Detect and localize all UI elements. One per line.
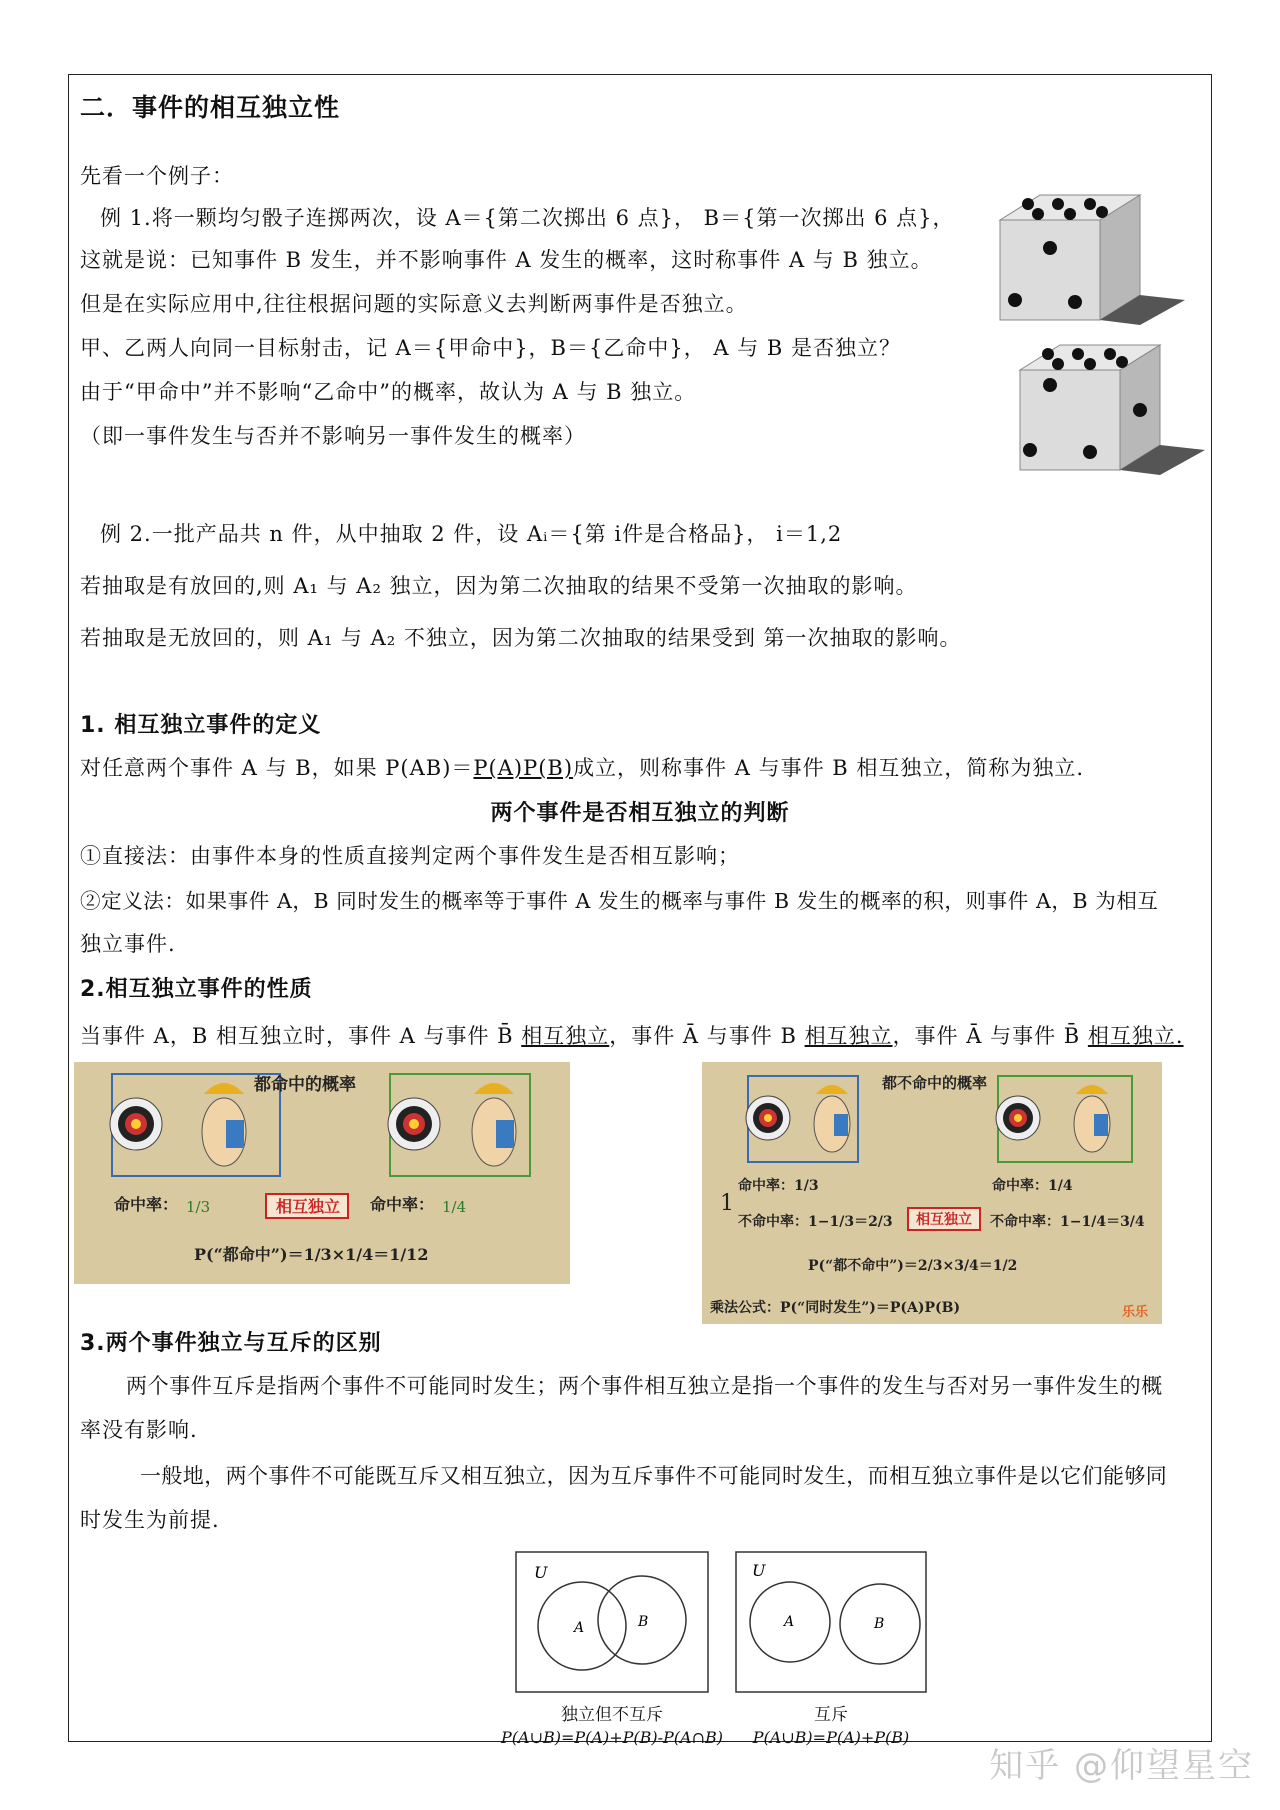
- venn-set-b-label: B: [638, 1614, 649, 1630]
- intro-text: 先看一个例子：: [80, 164, 234, 188]
- hit-rate-label: 命中率：: [370, 1195, 435, 1214]
- judge-title: 两个事件是否相互独立的判断: [490, 801, 790, 826]
- difference-para1-line1: 两个事件互斥是指两个事件不可能同时发生；两个事件相互独立是指一个事件的发生与否对另一事件发生的概: [126, 1374, 1163, 1398]
- hit-rate-label: 命中率：: [114, 1195, 179, 1214]
- venn-right-formula: P(A∪B)=P(A)+P(B): [752, 1728, 910, 1747]
- corner-logo: 乐乐: [1122, 1305, 1149, 1320]
- difference-para2-line1: 一般地，两个事件不可能既互斥又相互独立，因为互斥事件不可能同时发生，而相互独立事件是以它们能够同: [140, 1464, 1168, 1488]
- difference-heading: 3.两个事件独立与互斥的区别: [80, 1331, 382, 1356]
- die-bottom: [1020, 345, 1205, 475]
- venn-universe-label: U: [534, 1563, 548, 1582]
- judge-method2-line1: ②定义法：如果事件 A，B 同时发生的概率等于事件 A 发生的概率与事件 B 发生的概率的积，则事件 A，B 为相互: [80, 889, 1159, 913]
- venn-universe-label: U: [752, 1561, 766, 1580]
- target-icon: [388, 1098, 440, 1150]
- independent-badge-label: 相互独立: [916, 1212, 972, 1228]
- venn-left-formula: P(A∪B)=P(A)+P(B)-P(A∩B): [501, 1728, 723, 1747]
- target-icon: [746, 1096, 790, 1140]
- hit-rate-left: 命中率：1/3: [738, 1178, 819, 1194]
- venn-independent: [516, 1552, 708, 1692]
- venn-diagrams: [490, 1540, 950, 1710]
- example2-line1: 例 2.一批产品共 n 件，从中抽取 2 件，设 Aᵢ＝{第 i件是合格品}， i＝1,2: [100, 522, 843, 546]
- archer-icon: [472, 1083, 516, 1166]
- neither-hit-formula: P(“都不命中”)＝2/3×3/4＝1/2: [808, 1258, 1018, 1274]
- venn-set-b-label: B: [874, 1616, 885, 1632]
- venn-mutually-exclusive: [736, 1552, 926, 1692]
- hit-rate-value: 1/3: [186, 1198, 211, 1216]
- example1-line5: 由于“甲命中”并不影响“乙命中”的概率，故认为 A 与 B 独立。: [80, 380, 697, 404]
- hit-rate-value: 1/4: [442, 1198, 467, 1216]
- property-heading: 2.相互独立事件的性质: [80, 977, 313, 1002]
- die-top: [1000, 195, 1185, 325]
- example2-line3: 若抽取是无放回的，则 A₁ 与 A₂ 不独立，因为第二次抽取的结果受到 第一次抽取的影响。: [80, 626, 962, 650]
- archer-icon: [202, 1083, 246, 1166]
- illustration-neither-hit: [702, 1062, 1162, 1324]
- archer-icon: [814, 1085, 850, 1152]
- total-one: 1: [720, 1191, 734, 1216]
- section-title: 二．事件的相互独立性: [80, 93, 341, 122]
- independent-badge-label: 相互独立: [276, 1197, 341, 1216]
- example2-line2: 若抽取是有放回的,则 A₁ 与 A₂ 独立，因为第二次抽取的结果不受第一次抽取的影响。: [80, 574, 918, 598]
- target-icon: [996, 1096, 1040, 1140]
- difference-para2-line2: 时发生为前提.: [80, 1508, 220, 1532]
- dice-illustration: [990, 190, 1210, 480]
- definition-heading: 1. 相互独立事件的定义: [80, 713, 322, 738]
- example1-line1: 例 1.将一颗均匀骰子连掷两次，设 A＝{第二次掷出 6 点}， B＝{第一次掷出 6 点}，: [100, 206, 955, 230]
- property-text: 当事件 A，B 相互独立时，事件 A 与事件 B̄ 相互独立，事件 Ā 与事件 B 相互独立，事件 Ā 与事件 B̄ 相互独立.: [80, 1024, 1184, 1048]
- watermark: 知乎 @仰望星空: [989, 1746, 1254, 1786]
- archer-icon: [1074, 1085, 1110, 1152]
- venn-left-caption: 独立但不互斥: [561, 1705, 663, 1725]
- both-hit-formula: P(“都命中”)＝1/3×1/4＝1/12: [194, 1245, 429, 1264]
- target-icon: [110, 1098, 162, 1150]
- example1-line3: 但是在实际应用中,往往根据问题的实际意义去判断两事件是否独立。: [80, 292, 748, 316]
- definition-text: 对任意两个事件 A 与 B，如果 P(AB)＝P(A)P(B)成立，则称事件 A 与事件 B 相互独立，简称为独立.: [80, 756, 1085, 780]
- venn-set-a-label: A: [574, 1620, 585, 1636]
- miss-rate-left: 不命中率：1−1/3＝2/3: [738, 1214, 893, 1230]
- example1-line4: 甲、乙两人向同一目标射击，记 A＝{甲命中}，B＝{乙命中}， A 与 B 是否独立？: [80, 336, 902, 360]
- illustration-both-hit: [74, 1062, 570, 1284]
- difference-para1-line2: 率没有影响.: [80, 1418, 198, 1442]
- venn-right-caption: 互斥: [814, 1705, 848, 1725]
- illustration-title: 都命中的概率: [254, 1075, 356, 1095]
- example1-line2: 这就是说：已知事件 B 发生，并不影响事件 A 发生的概率，这时称事件 A 与 B 独立。: [80, 248, 933, 272]
- venn-set-a-label: A: [784, 1614, 795, 1630]
- illustration-title: 都不命中的概率: [882, 1074, 988, 1092]
- hit-rate-right: 命中率：1/4: [992, 1178, 1073, 1194]
- example1-line6: （即一事件发生与否并不影响另一事件发生的概率）: [80, 424, 586, 448]
- judge-method1: ①直接法：由事件本身的性质直接判定两个事件发生是否相互影响；: [80, 844, 740, 868]
- multiplication-formula: 乘法公式：P(“同时发生”)＝P(A)P(B): [710, 1300, 961, 1316]
- miss-rate-right: 不命中率：1−1/4＝3/4: [990, 1214, 1145, 1230]
- judge-method2-line2: 独立事件.: [80, 932, 176, 956]
